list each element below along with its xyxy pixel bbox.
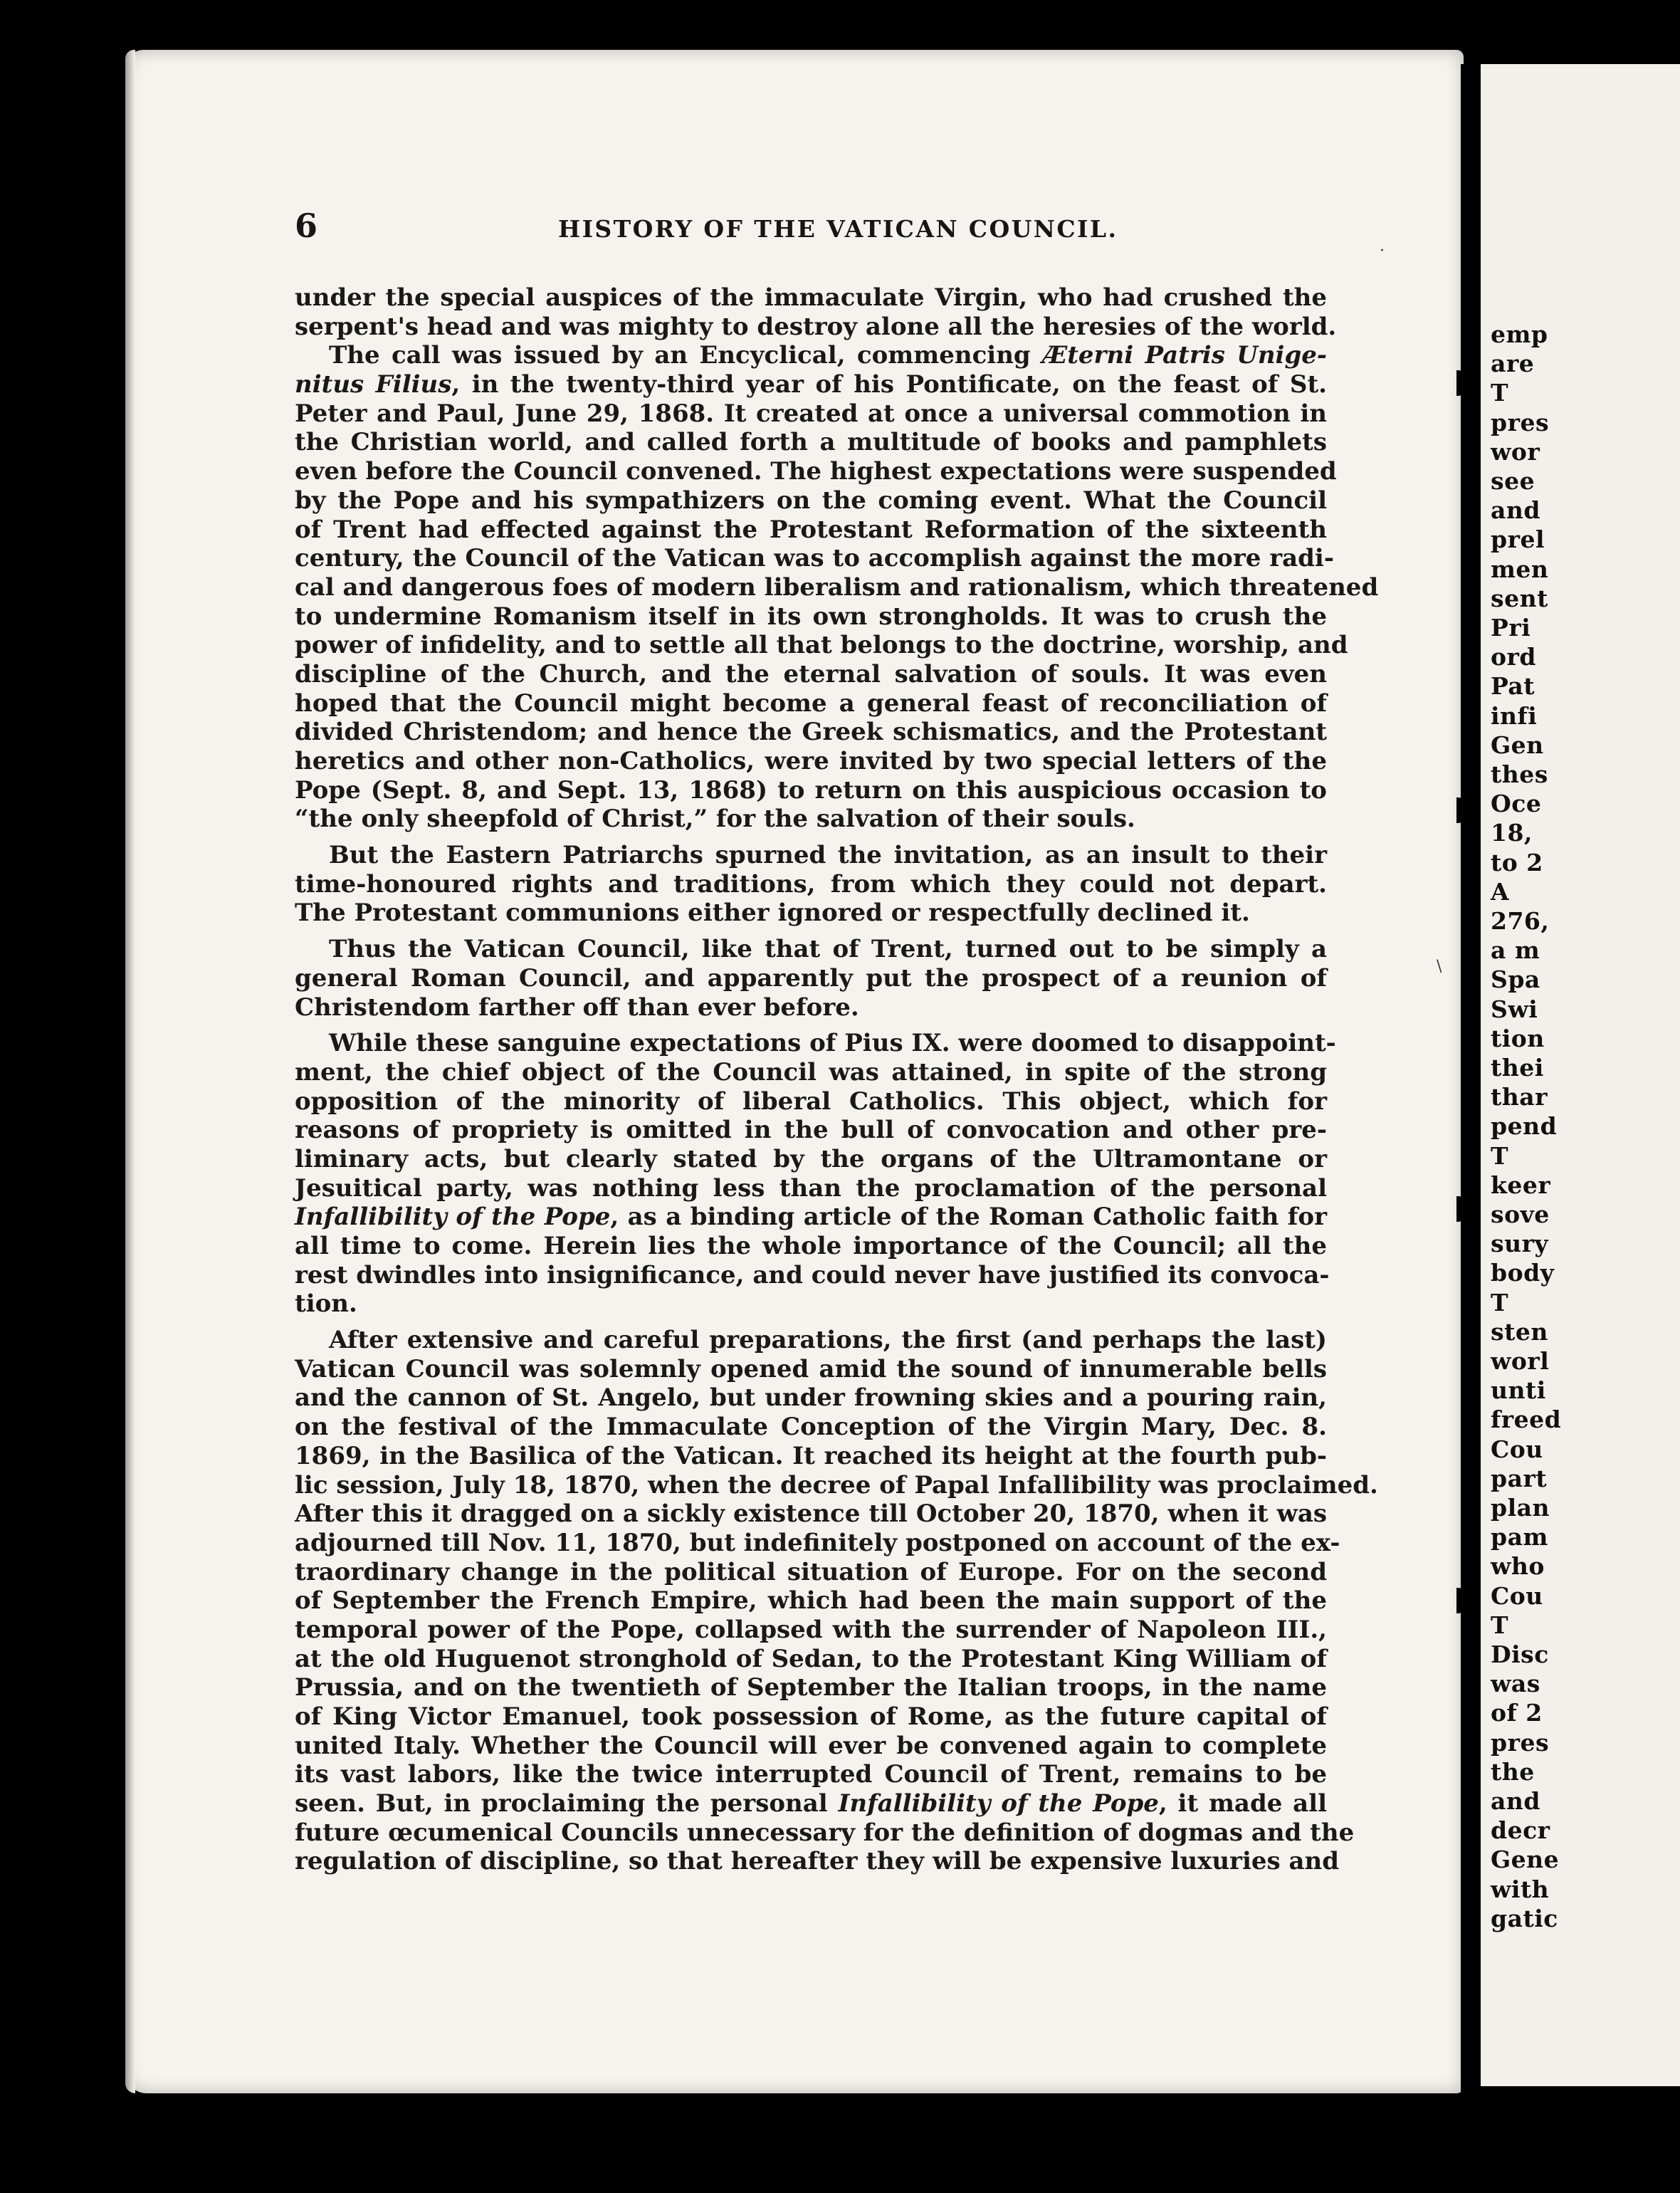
paragraph-gap <box>295 1319 1327 1326</box>
text-line: by the Pope and his sympathizers on the coming event. What the Council <box>295 486 1327 515</box>
facing-page <box>1481 64 1680 2086</box>
text-line: nitus Filius, in the twenty-third year of his Pontificate, on the feast of St. <box>295 370 1327 399</box>
text-line: reasons of propriety is omitted in the bull of convocation and other pre- <box>295 1116 1327 1145</box>
stray-mark: \ <box>1437 958 1442 975</box>
text-line: liminary acts, but clearly stated by the organs of the Ultramontane or <box>295 1144 1327 1173</box>
stray-mark: · <box>1380 242 1385 260</box>
facing-page-fragment: sten <box>1491 1317 1548 1346</box>
text-line: time-honoured rights and traditions, from which they could not depart. <box>295 869 1327 899</box>
text-line: heretics and other non-Catholics, were invited by two special letters of the <box>295 747 1327 775</box>
facing-page-fragment: thei <box>1491 1054 1544 1082</box>
text-line: Christendom farther off than ever before. <box>295 993 859 1022</box>
text-line: But the Eastern Patriarchs spurned the invitation, as an insult to their <box>329 841 1327 870</box>
facing-page-fragment: emp <box>1491 320 1548 348</box>
facing-page-fragment: and <box>1491 496 1540 525</box>
facing-page-fragment: with <box>1491 1875 1550 1903</box>
facing-page-fragment: worl <box>1491 1347 1550 1375</box>
facing-page-fragment: 276, <box>1491 907 1550 935</box>
facing-page-fragment: tion <box>1491 1024 1545 1052</box>
text-line: hoped that the Council might become a general feast of reconciliation of <box>295 689 1327 718</box>
facing-page-fragment: unti <box>1491 1376 1546 1405</box>
facing-page-fragment: and <box>1491 1787 1540 1815</box>
facing-page-fragment: plan <box>1491 1494 1550 1522</box>
facing-page-fragment: Cou <box>1491 1435 1543 1463</box>
text-line: rest dwindles into insignificance, and could never have justified its convoca- <box>295 1260 1330 1289</box>
facing-page-fragment: ord <box>1491 643 1536 671</box>
facing-page-fragment: Cou <box>1491 1581 1543 1610</box>
paragraph-gap <box>295 834 1327 841</box>
text-line: under the special auspices of the immaculate Virgin, who had crushed the <box>295 283 1327 312</box>
facing-page-fragment: infi <box>1491 701 1538 730</box>
text-line: adjourned till Nov. 11, 1870, but indefinitely postponed on account of the ex- <box>295 1528 1340 1557</box>
facing-page-fragment: pres <box>1491 408 1550 436</box>
facing-page-fragment: pam <box>1491 1523 1548 1551</box>
text-line: of King Victor Emanuel, took possession of Rome, as the future capital of <box>295 1702 1327 1731</box>
text-line: The Protestant communions either ignored or respectfully declined it. <box>295 899 1250 928</box>
text-line: 1869, in the Basilica of the Vatican. It reached its height at the fourth pub- <box>295 1441 1327 1470</box>
text-line: divided Christendom; and hence the Greek schismatics, and the Protestant <box>295 718 1327 747</box>
italic-phrase: Infallibility of the Pope <box>838 1789 1159 1818</box>
facing-page-fragment: sury <box>1491 1230 1549 1258</box>
paragraph-gap <box>295 1022 1327 1029</box>
italic-phrase: Infallibility of the Pope <box>295 1203 611 1232</box>
text-line: on the festival of the Immaculate Conception of the Virgin Mary, Dec. 8. <box>295 1413 1327 1442</box>
facing-page-fragment: to 2 <box>1491 848 1543 876</box>
page-number: 6 <box>295 206 318 245</box>
text-line: century, the Council of the Vatican was to accomplish against the more radi- <box>295 544 1334 573</box>
text-line: even before the Council convened. The highest expectations were suspended <box>295 457 1337 486</box>
text-line: After this it dragged on a sickly existence till October 20, 1870, when it was <box>295 1499 1327 1529</box>
facing-page-fragment: Gene <box>1491 1846 1560 1874</box>
text-line: future œcumenical Councils unnecessary for the definition of dogmas and the <box>295 1818 1355 1847</box>
facing-page-fragment: see <box>1491 467 1535 495</box>
paragraph-gap <box>295 928 1327 935</box>
book-gutter <box>1461 64 1476 2093</box>
text-line: discipline of the Church, and the eternal salvation of souls. It was even <box>295 659 1327 689</box>
italic-phrase: nitus Filius <box>295 370 452 399</box>
text-line: all time to come. Herein lies the whole importance of the Council; all the <box>295 1232 1327 1260</box>
facing-page-fragment: wor <box>1491 437 1540 466</box>
page-edge-shadow <box>125 50 135 2093</box>
facing-page-fragment: thes <box>1491 760 1548 788</box>
facing-page-fragment: Gen <box>1491 731 1544 759</box>
facing-page-fragment: Oce <box>1491 790 1542 818</box>
text-line: cal and dangerous foes of modern liberalism and rationalism, which threatened <box>295 572 1379 602</box>
text-line: power of infidelity, and to settle all that belongs to the doctrine, worship, and <box>295 631 1348 660</box>
running-title: HISTORY OF THE VATICAN COUNCIL. <box>558 215 1118 243</box>
text-line: Thus the Vatican Council, like that of Trent, turned out to be simply a <box>329 935 1327 964</box>
text-line: general Roman Council, and apparently put the prospect of a reunion of <box>295 963 1327 993</box>
facing-page-fragment: who <box>1491 1552 1545 1581</box>
text-line: After extensive and careful preparations, the first (and perhaps the last) <box>329 1326 1327 1355</box>
text-line: and the cannon of St. Angelo, but under frowning skies and a pouring rain, <box>295 1383 1327 1413</box>
facing-page-fragment: Pat <box>1491 672 1535 701</box>
facing-page-fragment: the <box>1491 1757 1535 1786</box>
text-line: opposition of the minority of liberal Catholics. This object, which for <box>295 1087 1327 1116</box>
text-line: serpent's head and was mighty to destroy alone all the heresies of the world. <box>295 312 1337 341</box>
facing-page-fragment: gatic <box>1491 1904 1558 1932</box>
text-line: Jesuitical party, was nothing less than the proclamation of the personal <box>295 1173 1327 1203</box>
facing-page-fragment: body <box>1491 1259 1555 1287</box>
facing-page-fragment: 18, <box>1491 819 1533 847</box>
text-line: tion. <box>295 1289 357 1319</box>
text-line: its vast labors, like the twice interrupted Council of Trent, remains to be <box>295 1760 1327 1789</box>
facing-page-fragment: part <box>1491 1464 1548 1492</box>
text-line: united Italy. Whether the Council will ever be convened again to complete <box>295 1731 1327 1760</box>
facing-page-fragment: keer <box>1491 1171 1551 1199</box>
facing-page-fragment: men <box>1491 555 1549 583</box>
text-line: ment, the chief object of the Council was attained, in spite of the strong <box>295 1057 1327 1087</box>
text-line: of Trent had effected against the Protestant Reformation of the sixteenth <box>295 515 1327 544</box>
facing-page-fragment: T <box>1491 1611 1509 1639</box>
text-line: at the old Huguenot stronghold of Sedan, to the Protestant King William of <box>295 1644 1327 1673</box>
facing-page-fragment: T <box>1491 1141 1509 1170</box>
body-text <box>295 283 1379 1876</box>
text-line: Infallibility of the Pope, as a binding article of the Roman Catholic faith for <box>295 1203 1327 1232</box>
facing-page-fragment: pres <box>1491 1728 1550 1757</box>
facing-page-fragment: A <box>1491 877 1510 906</box>
facing-page-fragment: sent <box>1491 584 1548 612</box>
text-line: to undermine Romanism itself in its own strongholds. It was to crush the <box>295 602 1327 631</box>
facing-page-fragment: Disc <box>1491 1640 1549 1668</box>
facing-page-fragment: Pri <box>1491 614 1531 642</box>
text-line: Vatican Council was solemnly opened amid the sound of innumerable bells <box>295 1354 1327 1383</box>
facing-page-fragment: pend <box>1491 1112 1558 1141</box>
text-line: seen. But, in proclaiming the personal Infallibility of the Pope, it made all <box>295 1789 1327 1818</box>
facing-page-fragment: was <box>1491 1670 1540 1698</box>
facing-page-fragment: are <box>1491 350 1535 378</box>
text-line: of September the French Empire, which had been the main support of the <box>295 1586 1327 1616</box>
text-line: regulation of discipline, so that hereafter they will be expensive luxuries and <box>295 1847 1339 1876</box>
text-line: While these sanguine expectations of Pius IX. were doomed to disappoint- <box>329 1029 1336 1058</box>
text-line: traordinary change in the political situation of Europe. For on the second <box>295 1557 1327 1586</box>
facing-page-fragment: a m <box>1491 936 1540 965</box>
facing-page-fragment: sove <box>1491 1200 1550 1228</box>
facing-page-fragment: Spa <box>1491 965 1540 994</box>
facing-page-fragment: of 2 <box>1491 1699 1543 1727</box>
facing-page-fragment: decr <box>1491 1816 1550 1845</box>
facing-page-fragment: T <box>1491 379 1509 407</box>
text-line: temporal power of the Pope, collapsed with the surrender of Napoleon III., <box>295 1615 1327 1644</box>
text-line: Prussia, and on the twentieth of September the Italian troops, in the name <box>295 1673 1327 1702</box>
facing-page-fragment: thar <box>1491 1083 1548 1111</box>
text-line: The call was issued by an Encyclical, commencing Æterni Patris Unige- <box>329 341 1327 370</box>
text-line: the Christian world, and called forth a multitude of books and pamphlets <box>295 428 1327 457</box>
text-line: lic session, July 18, 1870, when the decree of Papal Infallibility was proclaimed. <box>295 1470 1378 1499</box>
facing-page-fragment: T <box>1491 1288 1509 1317</box>
facing-page-fragment: Swi <box>1491 995 1538 1023</box>
text-line: Peter and Paul, June 29, 1868. It created at once a universal commotion in <box>295 399 1327 428</box>
text-line: Pope (Sept. 8, and Sept. 13, 1868) to return on this auspicious occasion to <box>295 775 1327 805</box>
facing-page-fragment: freed <box>1491 1406 1562 1434</box>
italic-phrase: Æterni Patris Unige- <box>1042 341 1327 370</box>
facing-page-fragment: prel <box>1491 525 1545 554</box>
text-line: “the only sheepfold of Christ,” for the salvation of their souls. <box>295 805 1135 834</box>
page-header <box>295 206 1327 249</box>
